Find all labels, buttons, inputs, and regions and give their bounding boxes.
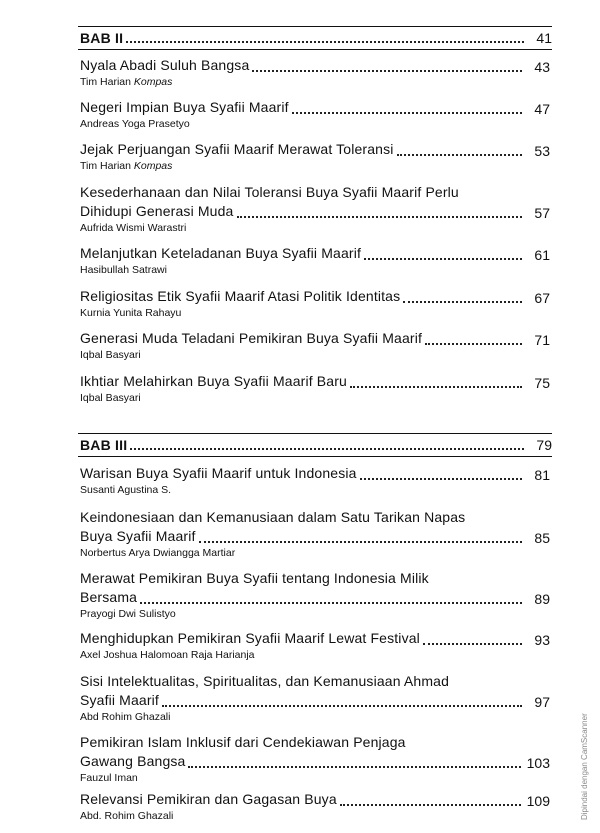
entry-author: Aufrida Wismi Warastri xyxy=(80,222,187,234)
toc-entry[interactable] xyxy=(80,464,550,497)
entry-page-number: 103 xyxy=(526,755,550,771)
dot-leader xyxy=(252,70,522,72)
dot-leader xyxy=(162,705,522,707)
section-page-number: 79 xyxy=(536,437,552,453)
entry-author: Abd Rohim Ghazali xyxy=(80,711,171,723)
entry-title: Menghidupkan Pemikiran Syafii Maarif Lewat Festival xyxy=(80,630,420,646)
entry-page-number: 109 xyxy=(526,793,550,809)
scanner-watermark: Dipindai dengan CamScanner xyxy=(580,713,589,820)
section-label: BAB II xyxy=(80,30,124,46)
entry-author: Norbertus Arya Dwiangga Martiar xyxy=(80,547,236,559)
toc-entry[interactable] xyxy=(80,569,550,621)
entry-page-number: 75 xyxy=(534,375,550,391)
toc-entry[interactable] xyxy=(80,790,550,823)
dot-leader xyxy=(340,804,521,806)
dot-leader xyxy=(425,343,522,345)
entry-page-number: 61 xyxy=(534,247,550,263)
entry-title-line1: Sisi Intelektualitas, Spiritualitas, dan Kemanusiaan Ahmad xyxy=(80,673,450,689)
toc-entry[interactable] xyxy=(80,733,550,785)
entry-title: Gawang Bangsa xyxy=(80,753,186,769)
entry-author: Andreas Yoga Prasetyo xyxy=(80,118,190,130)
dot-leader xyxy=(130,448,524,450)
entry-title: Religiositas Etik Syafii Maarif Atasi Politik Identitas xyxy=(80,288,401,304)
entry-author: Tim Harian Kompas xyxy=(80,76,173,88)
entry-page-number: 43 xyxy=(534,59,550,75)
entry-title: Bersama xyxy=(80,589,138,605)
entry-author: Iqbal Basyari xyxy=(80,349,141,361)
toc-entry[interactable] xyxy=(80,629,550,662)
toc-entry[interactable] xyxy=(80,329,550,362)
entry-title: Nyala Abadi Suluh Bangsa xyxy=(80,57,250,73)
section-header-bab-ii xyxy=(78,26,552,50)
entry-page-number: 53 xyxy=(534,143,550,159)
entry-author: Kurnia Yunita Rahayu xyxy=(80,307,182,319)
entry-title-line1: Pemikiran Islam Inklusif dari Cendekiawan Penjaga xyxy=(80,734,406,750)
toc-entry[interactable] xyxy=(80,287,550,320)
entry-page-number: 85 xyxy=(534,530,550,546)
dot-leader xyxy=(199,541,522,543)
toc-entry[interactable] xyxy=(80,183,550,235)
entry-author: Susanti Agustina S. xyxy=(80,484,172,496)
entry-page-number: 47 xyxy=(534,101,550,117)
entry-title-line1: Kesederhanaan dan Nilai Toleransi Buya Syafii Maarif Perlu xyxy=(80,184,459,200)
entry-title: Warisan Buya Syafii Maarif untuk Indonesia xyxy=(80,465,357,481)
entry-author: Prayogi Dwi Sulistyo xyxy=(80,608,176,620)
entry-title: Dihidupi Generasi Muda xyxy=(80,203,234,219)
section-page-number: 41 xyxy=(536,30,552,46)
entry-title: Generasi Muda Teladani Pemikiran Buya Syafii Maarif xyxy=(80,330,422,346)
entry-title: Melanjutkan Keteladanan Buya Syafii Maarif xyxy=(80,245,362,261)
dot-leader xyxy=(403,301,522,303)
entry-title: Ikhtiar Melahirkan Buya Syafii Maarif Baru xyxy=(80,373,347,389)
dot-leader xyxy=(188,766,520,768)
entry-author: Tim Harian Kompas xyxy=(80,160,173,172)
entry-title: Jejak Perjuangan Syafii Maarif Merawat Toleransi xyxy=(80,141,394,157)
toc-entry[interactable] xyxy=(80,98,550,131)
dot-leader xyxy=(397,154,522,156)
toc-entry[interactable] xyxy=(80,372,550,405)
dot-leader xyxy=(423,643,522,645)
dot-leader xyxy=(140,602,522,604)
entry-page-number: 93 xyxy=(534,632,550,648)
toc-entry[interactable] xyxy=(80,508,550,560)
dot-leader xyxy=(292,112,522,114)
entry-title-line1: Merawat Pemikiran Buya Syafii tentang Indonesia Milik xyxy=(80,570,429,586)
entry-page-number: 97 xyxy=(534,694,550,710)
toc-entry[interactable] xyxy=(80,244,550,277)
entry-author: Abd. Rohim Ghazali xyxy=(80,810,174,822)
entry-title: Relevansi Pemikiran dan Gagasan Buya xyxy=(80,791,337,807)
section-label: BAB III xyxy=(80,437,128,453)
entry-page-number: 67 xyxy=(534,290,550,306)
entry-author: Axel Joshua Halomoan Raja Harianja xyxy=(80,649,255,661)
dot-leader xyxy=(360,478,522,480)
entry-title: Negeri Impian Buya Syafii Maarif xyxy=(80,99,289,115)
entry-page-number: 81 xyxy=(534,467,550,483)
dot-leader xyxy=(237,216,523,218)
dot-leader xyxy=(350,386,522,388)
toc-entry[interactable] xyxy=(80,672,550,724)
entry-author: Hasibullah Satrawi xyxy=(80,264,167,276)
entry-title: Buya Syafii Maarif xyxy=(80,528,196,544)
toc-entry[interactable] xyxy=(80,56,550,89)
section-header-bab-iii xyxy=(78,433,552,457)
dot-leader xyxy=(126,41,524,43)
entry-page-number: 89 xyxy=(534,591,550,607)
entry-page-number: 71 xyxy=(534,332,550,348)
dot-leader xyxy=(364,258,522,260)
entry-title-line1: Keindonesiaan dan Kemanusiaan dalam Satu Tarikan Napas xyxy=(80,509,466,525)
entry-author: Fauzul Iman xyxy=(80,772,138,784)
toc-entry[interactable] xyxy=(80,140,550,173)
entry-title: Syafii Maarif xyxy=(80,692,159,708)
entry-author: Iqbal Basyari xyxy=(80,392,141,404)
entry-page-number: 57 xyxy=(534,205,550,221)
